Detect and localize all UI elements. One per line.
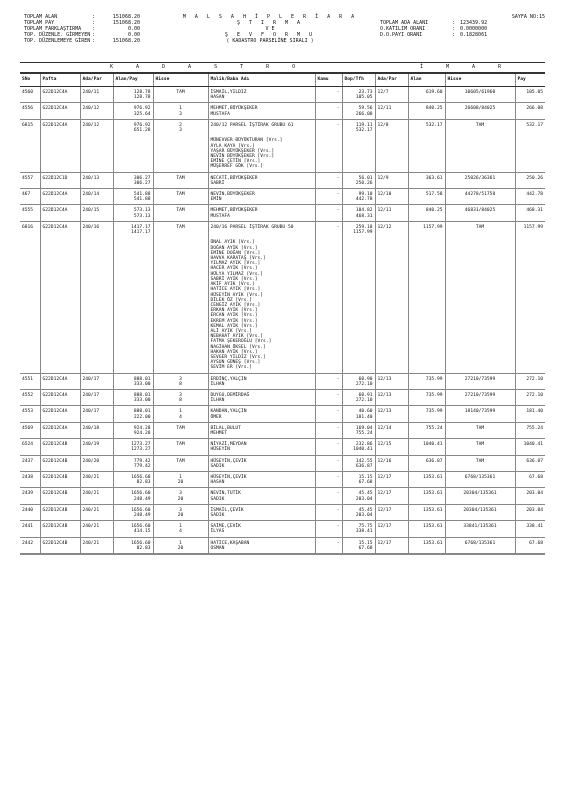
cell-alanpay: 1656.60 82.83: [113, 537, 153, 553]
table-row: [20, 471, 545, 487]
cell-adapar: 240/18: [80, 422, 113, 438]
cell-alanpay: 128.78 128.78: [113, 87, 153, 103]
cell-ihisse: TAM: [445, 455, 515, 471]
cell-iadapar: 12/17: [375, 488, 408, 504]
ratio-value: 123439.92: [460, 20, 488, 26]
cell-malik: KANDAN,YALÇIN ÖMER: [208, 406, 315, 422]
ratios-summary: [380, 14, 545, 38]
cell-pafta: G22D12C4B: [40, 455, 80, 471]
cell-adapar: 240/17: [80, 373, 113, 389]
cell-hisse: 1 20: [153, 471, 208, 487]
cell-sno: 4552: [20, 389, 40, 405]
cell-dop: 259.18 1157.99: [342, 221, 375, 373]
total-value: 151068.20: [112, 20, 140, 26]
cell-ialan: 517.58: [408, 189, 445, 205]
cell-ihisse: 20304/135361: [445, 504, 515, 520]
report-subtitle-2: Ş E V F O R M U: [224, 32, 316, 38]
cell-sno: 4556: [20, 103, 40, 119]
cell-sno: 2439: [20, 488, 40, 504]
total-label: TOPLAM PAY: [24, 20, 55, 26]
ratio-label: TOPLAM ADA ALANI: [380, 20, 429, 26]
cell-alanpay: 573.13 573.13: [113, 205, 153, 221]
cell-adapar: 240/20: [80, 455, 113, 471]
cell-ihisse: 27210/73599: [445, 373, 515, 389]
cell-iadapar: 12/8: [375, 119, 408, 172]
table-row: [20, 439, 545, 455]
cell-dop: 75.75 338.41: [342, 521, 375, 537]
cell-kamu: -: [315, 103, 342, 119]
column-header: Pafta: [40, 74, 80, 87]
cell-pay: 532.17: [515, 119, 545, 172]
cell-ihisse: 44278/51758: [445, 189, 515, 205]
cell-dop: 104.82 468.31: [342, 205, 375, 221]
cell-kamu: -: [315, 189, 342, 205]
table-row: [20, 537, 545, 553]
cell-iadapar: 12/11: [375, 103, 408, 119]
cell-ihisse: 33841/135361: [445, 521, 515, 537]
cell-pafta: G22D12C4A: [40, 422, 80, 438]
cell-pay: 67.68: [515, 537, 545, 553]
cell-ihisse: TAM: [445, 439, 515, 455]
cell-alanpay: 976.92 325.64: [113, 103, 153, 119]
cell-hisse: 2 3: [153, 119, 208, 172]
cell-pafta: G22D12C4A: [40, 87, 80, 103]
cell-adapar: 240/14: [80, 189, 113, 205]
table-row: [20, 504, 545, 520]
cell-hisse: TAM: [153, 439, 208, 455]
cell-pafta: G22D12C4B: [40, 439, 80, 455]
table-row: [20, 103, 545, 119]
cell-sno: 6524: [20, 439, 40, 455]
cell-malik: 240/12 PARSEL İŞTİRAK GRUBU 61 MÜNEVVER BÜYÜKTURAN [Vrs.] AYLA KAYA [Vrs.] YAŞAR BÜYÜKŞEKER [Vrs.] NEVİN BÜYÜKŞEKER [Vrs.] EMİNE ÇETİN [Vrs.] MÜŞERREF GÖK [Vrs.]: [208, 119, 315, 172]
cell-pay: 272.10: [515, 373, 545, 389]
cell-hisse: 3 20: [153, 504, 208, 520]
cell-adapar: 240/15: [80, 205, 113, 221]
cell-ihisse: TAM: [445, 119, 515, 172]
cell-hisse: TAM: [153, 205, 208, 221]
cell-ihisse: 27210/73599: [445, 389, 515, 405]
cell-iadapar: 12/9: [375, 172, 408, 188]
section-imar: İ M A R: [420, 64, 512, 70]
cell-kamu: -: [315, 537, 342, 553]
total-label: TOP. DÜZENLE. GİRMEYEN: [24, 32, 91, 38]
cell-pay: 203.04: [515, 488, 545, 504]
cell-dop: 99.10 442.78: [342, 189, 375, 205]
cell-ihisse: 25026/36361: [445, 172, 515, 188]
cell-dop: 119.11 532.17: [342, 119, 375, 172]
column-header: Hisse: [445, 74, 515, 87]
column-header: Malik/Baba Adı: [208, 74, 315, 87]
cell-ihisse: 6768/135361: [445, 537, 515, 553]
colon: :: [92, 14, 96, 20]
cell-sno: 467: [20, 189, 40, 205]
total-label: TOPLAM ALAN: [24, 14, 58, 20]
cell-sno: 4555: [20, 205, 40, 221]
cell-dop: 15.15 67.68: [342, 537, 375, 553]
cell-kamu: -: [315, 504, 342, 520]
table-row: [20, 422, 545, 438]
cell-dop: 60.91 272.10: [342, 389, 375, 405]
cell-kamu: -: [315, 521, 342, 537]
cell-ialan: 532.17: [408, 119, 445, 172]
column-header: Alan: [408, 74, 445, 87]
cell-alanpay: 1656.60 248.49: [113, 504, 153, 520]
column-header: Ada/Par: [80, 74, 113, 87]
page-number: SAYFA NO:15: [511, 14, 545, 20]
cell-dop: 23.73 105.05: [342, 87, 375, 103]
cell-pay: 272.10: [515, 389, 545, 405]
cell-alanpay: 779.42 779.42: [113, 455, 153, 471]
cell-dop: 15.15 67.68: [342, 471, 375, 487]
cell-adapar: 240/21: [80, 537, 113, 553]
cell-alanpay: 1656.60 414.15: [113, 521, 153, 537]
report-header: [20, 10, 545, 62]
report-subtitle-1: V E: [265, 26, 275, 32]
cell-ihisse: 6768/135361: [445, 471, 515, 487]
cell-alanpay: 1417.17 1417.17: [113, 221, 153, 373]
cell-kamu: -: [315, 406, 342, 422]
cell-ialan: 1353.61: [408, 471, 445, 487]
cell-pay: 755.24: [515, 422, 545, 438]
cell-sno: 4560: [20, 87, 40, 103]
cell-ialan: 1353.61: [408, 537, 445, 553]
cell-dop: 45.45 203.04: [342, 488, 375, 504]
column-header: Pay: [515, 74, 545, 87]
cell-malik: NİYAZİ,MEYDAN HÜSEYİN: [208, 439, 315, 455]
cell-adapar: 240/17: [80, 389, 113, 405]
cell-sno: 6815: [20, 119, 40, 172]
cell-iadapar: 12/12: [375, 221, 408, 373]
cell-sno: 4551: [20, 373, 40, 389]
total-label: TOP. DÜZENLEMEYE GİREN: [24, 38, 91, 44]
cell-alanpay: 888.01 333.00: [113, 389, 153, 405]
table-end-space: [20, 554, 545, 685]
ratio-label: O.KATILIM ORANI: [380, 26, 426, 32]
table-row: [20, 87, 545, 103]
cell-adapar: 240/21: [80, 471, 113, 487]
cell-malik: HÜSEYİN,ÇEVİK HASAN: [208, 471, 315, 487]
cell-ialan: 735.99: [408, 389, 445, 405]
cell-hisse: TAM: [153, 455, 208, 471]
document-page: [20, 10, 545, 685]
cell-pay: 105.05: [515, 87, 545, 103]
cell-alanpay: 888.01 222.00: [113, 406, 153, 422]
table-row: [20, 488, 545, 504]
cell-iadapar: 12/17: [375, 471, 408, 487]
total-value: 151068.20: [112, 38, 140, 44]
total-row: [24, 38, 140, 44]
table-row: [20, 172, 545, 188]
cell-hisse: TAM: [153, 172, 208, 188]
cell-kamu: -: [315, 389, 342, 405]
cell-hisse: TAM: [153, 189, 208, 205]
cell-pafta: G22D12C4B: [40, 471, 80, 487]
report-title-block: [180, 14, 360, 44]
cell-ihisse: 26608/84025: [445, 103, 515, 119]
cell-pay: 338.41: [515, 521, 545, 537]
cell-pay: 1040.41: [515, 439, 545, 455]
cell-ialan: 1157.99: [408, 221, 445, 373]
cell-adapar: 240/13: [80, 172, 113, 188]
cell-pafta: G22D12C1D: [40, 172, 80, 188]
cell-ihisse: 46831/84025: [445, 205, 515, 221]
cell-adapar: 240/12: [80, 119, 113, 172]
cell-sno: 2441: [20, 521, 40, 537]
cell-kamu: -: [315, 87, 342, 103]
cell-pay: 442.78: [515, 189, 545, 205]
cell-dop: 56.01 250.26: [342, 172, 375, 188]
cell-pay: 181.40: [515, 406, 545, 422]
cell-ihisse: 20304/135361: [445, 488, 515, 504]
totals-summary: [24, 14, 140, 44]
cell-alanpay: 1656.60 248.49: [113, 488, 153, 504]
cell-alanpay: 306.27 306.27: [113, 172, 153, 188]
column-header: Kamu: [315, 74, 342, 87]
cell-kamu: -: [315, 471, 342, 487]
cell-iadapar: 12/13: [375, 406, 408, 422]
cell-pay: 1157.99: [515, 221, 545, 373]
ratio-value: 0.0000000: [460, 26, 488, 32]
total-value: 151068.20: [112, 14, 140, 20]
cell-ialan: 1353.61: [408, 504, 445, 520]
cell-malik: HATİCE,KAŞABAN OSMAN: [208, 537, 315, 553]
cell-sno: 4557: [20, 172, 40, 188]
cell-iadapar: 12/16: [375, 455, 408, 471]
cell-malik: 240/16 PARSEL İŞTİRAK GRUBU 50 ÜNAL AYIK [Vrs.] DOĞAN AYIK [Vrs.] EMİNE DOĞAN [Vrs.] HAVVA KARATAŞ [Vrs.] YILMAZ AYIK [Vrs.] HACER AYIK [Vrs.] HÜLYA YILMAZ [Vrs.] SABRİ AYIK [Vrs.] AKİF AYIK [Vrs.] HATİCE AYIK [Vrs.] HÜSEYİN AYIK [Vrs.] DİLEK ÖZ [Vrs.] CENGİZ AYIK [Vrs.] ERKAN AYIK [Vrs.] ERCAN AYIK [Vrs.] EKREM AYIK [Vrs.] KEMAL AYIK [Vrs.] ALİ AYIK [Vrs.] NEBAHAT AYIK [Vrs.] FATMA ŞEKEROĞLU [Vrs.] NAGİHAN ÖKSEL [Vrs.] HAKAN AYIK [Vrs.] SEVGER YILDIZ [Vrs.] AYSUN GÜNEŞ [Vrs.] SEVİM ER [Vrs.]: [208, 221, 315, 373]
cell-malik: DUYGU,DEMİRDAĞ İLHAN: [208, 389, 315, 405]
cell-dop: 169.04 755.24: [342, 422, 375, 438]
cell-alanpay: 976.92 651.28: [113, 119, 153, 172]
cell-alanpay: 1656.60 82.83: [113, 471, 153, 487]
cell-ihisse: TAM: [445, 422, 515, 438]
cell-malik: SAİME,ÇEVİK İLYAS: [208, 521, 315, 537]
column-header: Dop/Tfh: [342, 74, 375, 87]
owner-table: [20, 73, 545, 554]
cell-pafta: G22D12C4A: [40, 189, 80, 205]
cell-iadapar: 12/7: [375, 87, 408, 103]
cell-iadapar: 12/14: [375, 422, 408, 438]
table-row: [20, 205, 545, 221]
cell-iadapar: 12/17: [375, 537, 408, 553]
cell-pafta: G22D12C4B: [40, 488, 80, 504]
cell-ialan: 1353.61: [408, 488, 445, 504]
cell-iadapar: 12/17: [375, 521, 408, 537]
cell-pafta: G22D12C4B: [40, 504, 80, 520]
section-band: [20, 62, 545, 73]
cell-hisse: 3 8: [153, 373, 208, 389]
table-row: [20, 119, 545, 172]
cell-sno: 2438: [20, 471, 40, 487]
total-value: 0.00: [127, 26, 140, 32]
colon: :: [452, 20, 456, 26]
cell-pafta: G22D12C4A: [40, 119, 80, 172]
cell-ihisse: 10605/61960: [445, 87, 515, 103]
cell-hisse: TAM: [153, 422, 208, 438]
cell-malik: NEVİN,TUTİK SADIK: [208, 488, 315, 504]
column-header: Hisse: [153, 74, 208, 87]
cell-adapar: 240/12: [80, 103, 113, 119]
cell-malik: NECATİ,BÜYÜKŞEKER SABRİ: [208, 172, 315, 188]
cell-iadapar: 12/10: [375, 189, 408, 205]
cell-malik: MEHMET,BÜYÜKŞEKER MUSTAFA: [208, 205, 315, 221]
cell-sno: 2437: [20, 455, 40, 471]
cell-pay: 203.04: [515, 504, 545, 520]
cell-dop: 45.45 203.04: [342, 504, 375, 520]
cell-pafta: G22D12C4A: [40, 205, 80, 221]
cell-hisse: 1 4: [153, 406, 208, 422]
column-header: SNo: [20, 74, 40, 87]
cell-ialan: 1353.61: [408, 521, 445, 537]
cell-sno: 4553: [20, 406, 40, 422]
cell-hisse: 1 3: [153, 103, 208, 119]
cell-pafta: G22D12C4B: [40, 521, 80, 537]
cell-malik: MEHMET,BÜYÜKŞEKER MUSTAFA: [208, 103, 315, 119]
cell-pafta: G22D12C4A: [40, 221, 80, 373]
cell-ialan: 636.87: [408, 455, 445, 471]
cell-adapar: 240/21: [80, 504, 113, 520]
cell-hisse: TAM: [153, 221, 208, 373]
column-header: Alan/Pay: [113, 74, 153, 87]
cell-iadapar: 12/17: [375, 504, 408, 520]
cell-kamu: -: [315, 172, 342, 188]
cell-hisse: 3 8: [153, 389, 208, 405]
cell-adapar: 240/16: [80, 221, 113, 373]
cell-kamu: -: [315, 422, 342, 438]
cell-malik: BİLAL,BULUT MEHMET: [208, 422, 315, 438]
cell-pafta: G22D12C4B: [40, 537, 80, 553]
colon: :: [452, 32, 456, 38]
cell-hisse: 1 20: [153, 537, 208, 553]
colon: :: [92, 26, 96, 32]
cell-malik: İSMAİL,ÇEVİK SADIK: [208, 504, 315, 520]
cell-alanpay: 888.01 333.00: [113, 373, 153, 389]
cell-pafta: G22D12C4A: [40, 406, 80, 422]
cell-ialan: 840.25: [408, 205, 445, 221]
cell-pafta: G22D12C4A: [40, 373, 80, 389]
cell-dop: 40.60 181.40: [342, 406, 375, 422]
cell-malik: NEVİN,BÜYÜKŞEKER EMİN: [208, 189, 315, 205]
cell-adapar: 240/21: [80, 521, 113, 537]
cell-hisse: TAM: [153, 87, 208, 103]
colon: :: [92, 32, 96, 38]
cell-pafta: G22D12C4A: [40, 103, 80, 119]
cell-pay: 266.08: [515, 103, 545, 119]
cell-dop: 142.55 636.87: [342, 455, 375, 471]
cell-adapar: 240/17: [80, 406, 113, 422]
cell-pafta: G22D12C4A: [40, 389, 80, 405]
cell-ialan: 755.24: [408, 422, 445, 438]
cell-sno: 2440: [20, 504, 40, 520]
report-subtitle-3: ( KADASTRO PARSELİNE SIRALI ): [226, 38, 314, 44]
column-header: Ada/Par: [375, 74, 408, 87]
table-row: [20, 406, 545, 422]
cell-kamu: -: [315, 488, 342, 504]
cell-dop: 60.90 272.10: [342, 373, 375, 389]
cell-ialan: 735.99: [408, 406, 445, 422]
cell-ialan: 619.60: [408, 87, 445, 103]
cell-dop: 59.56 266.08: [342, 103, 375, 119]
cell-ialan: 735.99: [408, 373, 445, 389]
cell-adapar: 240/21: [80, 488, 113, 504]
cell-iadapar: 12/11: [375, 205, 408, 221]
table-row: [20, 221, 545, 373]
cell-malik: İSMAİL,YILDIZ HASAN: [208, 87, 315, 103]
cell-adapar: 240/19: [80, 439, 113, 455]
table-row: [20, 455, 545, 471]
table-row: [20, 389, 545, 405]
colon: :: [92, 20, 96, 26]
table-row: [20, 373, 545, 389]
cell-pay: 468.31: [515, 205, 545, 221]
cell-kamu: -: [315, 455, 342, 471]
cell-iadapar: 12/13: [375, 389, 408, 405]
section-kadastro: K A D A S T R O: [110, 64, 306, 70]
total-value: 0.00: [127, 32, 140, 38]
cell-hisse: 1 4: [153, 521, 208, 537]
cell-pay: 636.87: [515, 455, 545, 471]
cell-sno: 2442: [20, 537, 40, 553]
table-row: [20, 189, 545, 205]
ratio-label: D.O.PAYI ORANI: [380, 32, 423, 38]
colon: :: [92, 38, 96, 44]
cell-malik: ERDİNÇ,YALÇIN İLHAN: [208, 373, 315, 389]
cell-kamu: -: [315, 119, 342, 172]
cell-sno: 6816: [20, 221, 40, 373]
cell-alanpay: 1273.27 1273.27: [113, 439, 153, 455]
cell-ihisse: 18140/73599: [445, 406, 515, 422]
cell-ialan: 363.61: [408, 172, 445, 188]
cell-kamu: -: [315, 221, 342, 373]
cell-ihisse: TAM: [445, 221, 515, 373]
ratio-row: [380, 32, 545, 38]
cell-kamu: -: [315, 205, 342, 221]
ratio-value: 0.1828061: [460, 32, 488, 38]
cell-alanpay: 924.28 924.28: [113, 422, 153, 438]
cell-kamu: -: [315, 373, 342, 389]
cell-adapar: 240/11: [80, 87, 113, 103]
cell-ialan: 1040.41: [408, 439, 445, 455]
table-row: [20, 521, 545, 537]
cell-ialan: 840.25: [408, 103, 445, 119]
total-label: TOPLAM FARKLAŞTIRMA: [24, 26, 82, 32]
cell-iadapar: 12/13: [375, 373, 408, 389]
cell-hisse: 3 20: [153, 488, 208, 504]
cell-iadapar: 12/15: [375, 439, 408, 455]
table-header-row: [20, 74, 545, 87]
cell-dop: 232.86 1040.41: [342, 439, 375, 455]
cell-alanpay: 541.88 541.88: [113, 189, 153, 205]
cell-sno: 4569: [20, 422, 40, 438]
colon: :: [452, 26, 456, 32]
cell-pay: 250.26: [515, 172, 545, 188]
cell-kamu: -: [315, 439, 342, 455]
cell-malik: HÜSEYİN,ÇEVİK SADIK: [208, 455, 315, 471]
report-title: M A L S A H İ P L E R İ A R A Ş T I R M A: [182, 14, 358, 26]
cell-pay: 67.68: [515, 471, 545, 487]
